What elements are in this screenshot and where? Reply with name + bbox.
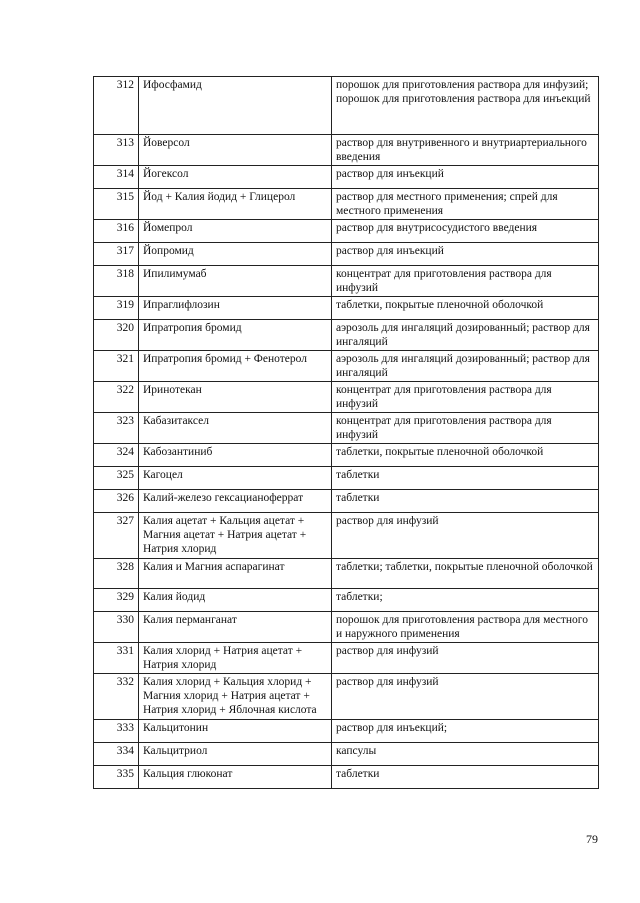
drug-name: Кабазитаксел: [139, 413, 332, 444]
drug-name: Калия хлорид + Натрия ацетат + Натрия хлорид: [139, 643, 332, 674]
table-row: [94, 220, 599, 243]
dosage-form: порошок для приготовления раствора для местного и наружного применения: [332, 612, 599, 643]
table-row: [94, 413, 599, 444]
table-row: [94, 559, 599, 589]
dosage-form: раствор для инфузий: [332, 674, 599, 720]
drug-name: Ипраглифлозин: [139, 297, 332, 320]
dosage-form: раствор для инъекций: [332, 166, 599, 189]
drug-name: Кальцитриол: [139, 743, 332, 766]
drug-name: Калия перманганат: [139, 612, 332, 643]
row-number: 313: [94, 135, 139, 166]
drug-name: Кальция глюконат: [139, 766, 332, 789]
drug-name: Ипратропия бромид: [139, 320, 332, 351]
table-row: [94, 674, 599, 720]
drug-name: Йод + Калия йодид + Глицерол: [139, 189, 332, 220]
drug-name: Ипилимумаб: [139, 266, 332, 297]
table-row: [94, 266, 599, 297]
table-row: [94, 189, 599, 220]
dosage-form: таблетки: [332, 467, 599, 490]
drug-name: Йоверсол: [139, 135, 332, 166]
dosage-form: концентрат для приготовления раствора для инфузий: [332, 413, 599, 444]
row-number: 327: [94, 513, 139, 559]
row-number: 317: [94, 243, 139, 266]
row-number: 325: [94, 467, 139, 490]
row-number: 316: [94, 220, 139, 243]
dosage-form: раствор для местного применения; спрей для местного применения: [332, 189, 599, 220]
dosage-form: таблетки, покрытые пленочной оболочкой: [332, 444, 599, 467]
row-number: 331: [94, 643, 139, 674]
row-number: 312: [94, 77, 139, 135]
table-row: [94, 320, 599, 351]
dosage-form: концентрат для приготовления раствора для инфузий: [332, 382, 599, 413]
row-number: 332: [94, 674, 139, 720]
row-number: 315: [94, 189, 139, 220]
table-row: [94, 490, 599, 513]
drug-name: Йогексол: [139, 166, 332, 189]
table-row: [94, 166, 599, 189]
row-number: 320: [94, 320, 139, 351]
drug-name: Калия ацетат + Кальция ацетат + Магния ацетат + Натрия ацетат + Натрия хлорид: [139, 513, 332, 559]
table-row: [94, 643, 599, 674]
dosage-form: концентрат для приготовления раствора для инфузий: [332, 266, 599, 297]
row-number: 330: [94, 612, 139, 643]
dosage-form: аэрозоль для ингаляций дозированный; раствор для ингаляций: [332, 320, 599, 351]
row-number: 321: [94, 351, 139, 382]
dosage-form: раствор для внутривенного и внутриартериального введения: [332, 135, 599, 166]
dosage-form: таблетки, покрытые пленочной оболочкой: [332, 297, 599, 320]
drug-table-body: [94, 77, 599, 789]
table-row: [94, 513, 599, 559]
table-row: [94, 766, 599, 789]
table-row: [94, 77, 599, 135]
dosage-form: раствор для инъекций: [332, 243, 599, 266]
row-number: 323: [94, 413, 139, 444]
drug-name: Йомепрол: [139, 220, 332, 243]
drug-name: Кагоцел: [139, 467, 332, 490]
dosage-form: раствор для инфузий: [332, 643, 599, 674]
table-row: [94, 297, 599, 320]
row-number: 335: [94, 766, 139, 789]
row-number: 326: [94, 490, 139, 513]
drug-name: Кабозантиниб: [139, 444, 332, 467]
drug-name: Калия хлорид + Кальция хлорид + Магния хлорид + Натрия ацетат + Натрия хлорид + Яблочная кислота: [139, 674, 332, 720]
table-row: [94, 135, 599, 166]
drug-name: Йопромид: [139, 243, 332, 266]
dosage-form: раствор для инфузий: [332, 513, 599, 559]
row-number: 319: [94, 297, 139, 320]
row-number: 333: [94, 720, 139, 743]
row-number: 328: [94, 559, 139, 589]
page-number: 79: [586, 832, 598, 846]
table-row: [94, 351, 599, 382]
drug-name: Калия и Магния аспарагинат: [139, 559, 332, 589]
row-number: 334: [94, 743, 139, 766]
row-number: 322: [94, 382, 139, 413]
table-row: [94, 467, 599, 490]
drug-name: Ипратропия бромид + Фенотерол: [139, 351, 332, 382]
row-number: 324: [94, 444, 139, 467]
drug-table: [93, 76, 599, 789]
dosage-form: таблетки: [332, 766, 599, 789]
dosage-form: таблетки; таблетки, покрытые пленочной оболочкой: [332, 559, 599, 589]
row-number: 318: [94, 266, 139, 297]
dosage-form: таблетки: [332, 490, 599, 513]
table-row: [94, 589, 599, 612]
dosage-form: капсулы: [332, 743, 599, 766]
dosage-form: аэрозоль для ингаляций дозированный; раствор для ингаляций: [332, 351, 599, 382]
drug-name: Иринотекан: [139, 382, 332, 413]
table-row: [94, 720, 599, 743]
dosage-form: порошок для приготовления раствора для инфузий; порошок для приготовления раствора для инъекций: [332, 77, 599, 135]
drug-name: Калий-железо гексацианоферрат: [139, 490, 332, 513]
table-row: [94, 382, 599, 413]
table-row: [94, 243, 599, 266]
table-row: [94, 743, 599, 766]
dosage-form: раствор для внутрисосудистого введения: [332, 220, 599, 243]
drug-name: Калия йодид: [139, 589, 332, 612]
row-number: 329: [94, 589, 139, 612]
dosage-form: таблетки;: [332, 589, 599, 612]
table-row: [94, 444, 599, 467]
dosage-form: раствор для инъекций;: [332, 720, 599, 743]
drug-name: Кальцитонин: [139, 720, 332, 743]
table-row: [94, 612, 599, 643]
row-number: 314: [94, 166, 139, 189]
drug-name: Ифосфамид: [139, 77, 332, 135]
